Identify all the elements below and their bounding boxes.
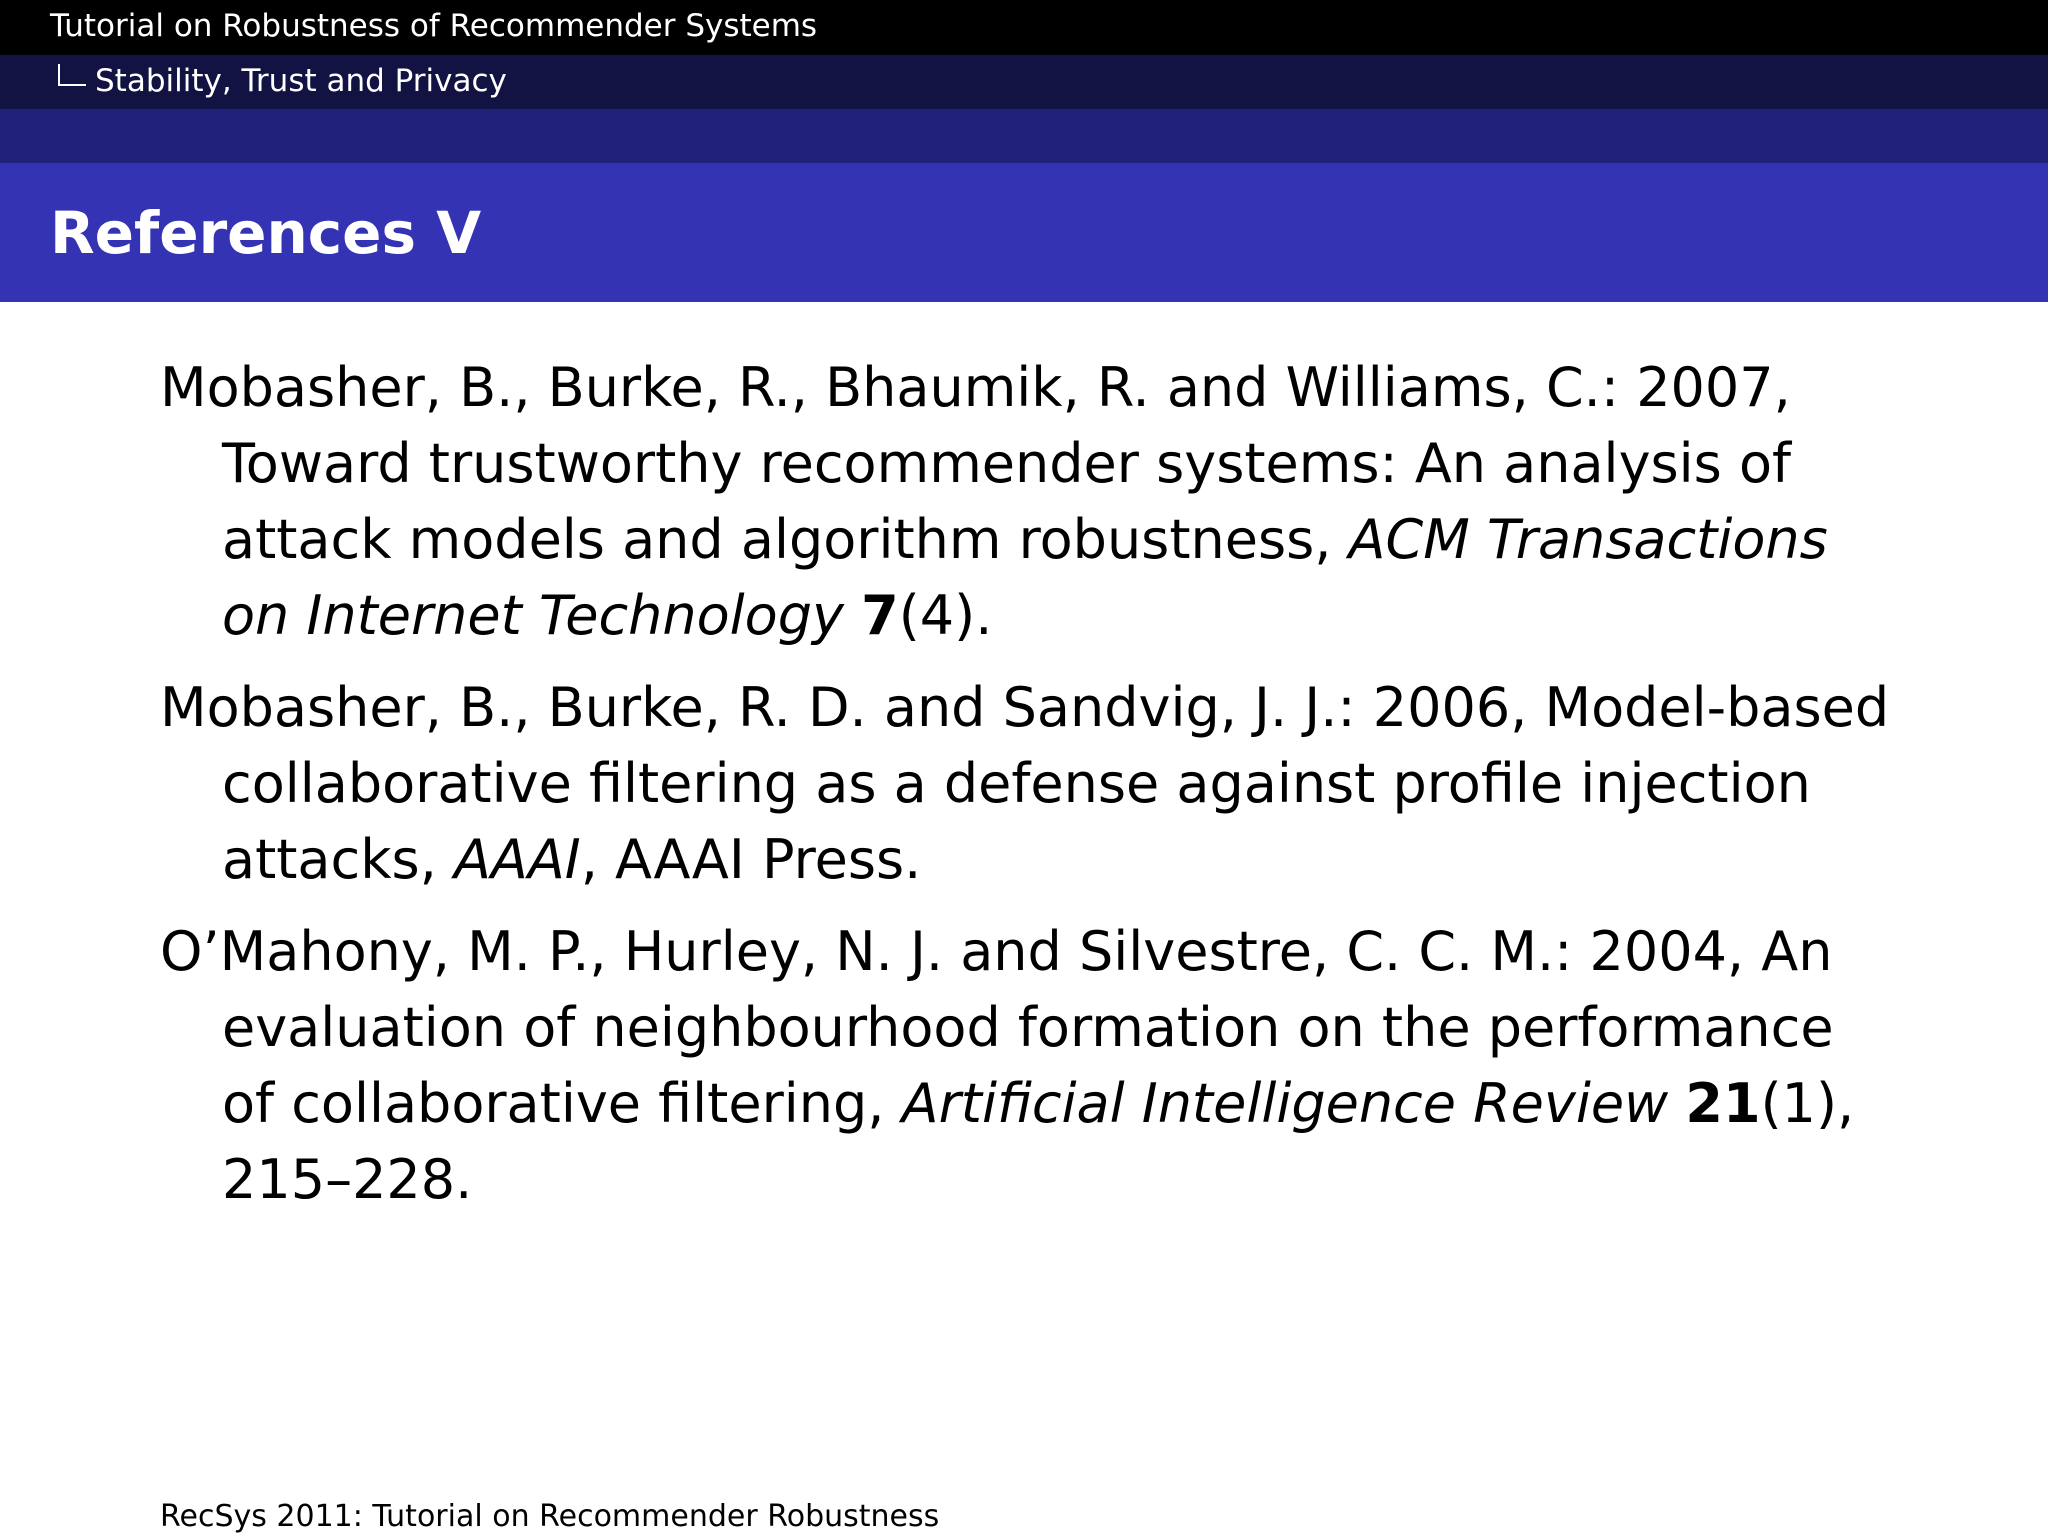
- reference-text: O’Mahony, M. P., Hurley, N. J. and Silvestre, C. C. M.: 2004, An evaluation of neighbourhood formation on the performance of collaborative filtering,: [160, 920, 1834, 1135]
- reference-journal: Artificial Intelligence Review: [901, 1072, 1669, 1135]
- footer-text: RecSys 2011: Tutorial on Recommender Robustness: [160, 1499, 940, 1534]
- reference-volume: 7: [861, 584, 899, 647]
- reference-text: Mobasher, B., Burke, R. D. and Sandvig, J. J.: 2006, Model-based collaborative filtering as a defense against profile injection attacks,: [160, 676, 1890, 891]
- reference-separator: ,: [580, 828, 616, 891]
- reference-separator: [1668, 1072, 1685, 1135]
- reference-tail: (4).: [898, 584, 993, 647]
- frame-title-bar: [0, 163, 2048, 302]
- reference-item: [160, 670, 1900, 898]
- reference-item: [160, 350, 1900, 654]
- tree-branch-icon: [58, 64, 86, 86]
- reference-journal: AAAI: [453, 828, 581, 891]
- section-bar: [0, 55, 2048, 109]
- frame-title: References V: [50, 199, 482, 267]
- presentation-title-bar: [0, 0, 2048, 55]
- header-band: [0, 109, 2048, 163]
- reference-tail: (1), 215–228.: [222, 1072, 1855, 1211]
- reference-tail: AAAI Press.: [615, 828, 922, 891]
- presentation-title: Tutorial on Robustness of Recommender Systems: [50, 8, 818, 44]
- section-title: Stability, Trust and Privacy: [95, 63, 507, 99]
- reference-separator: [844, 584, 861, 647]
- reference-journal: ACM Transactions on Internet Technology: [222, 508, 1828, 647]
- reference-volume: 21: [1685, 1072, 1761, 1135]
- reference-item: [160, 914, 1900, 1218]
- reference-list: [160, 350, 1900, 1234]
- reference-text: Mobasher, B., Burke, R., Bhaumik, R. and Williams, C.: 2007, Toward trustworthy recommender systems: An analysis of attack models and algorithm robustness,: [160, 356, 1792, 571]
